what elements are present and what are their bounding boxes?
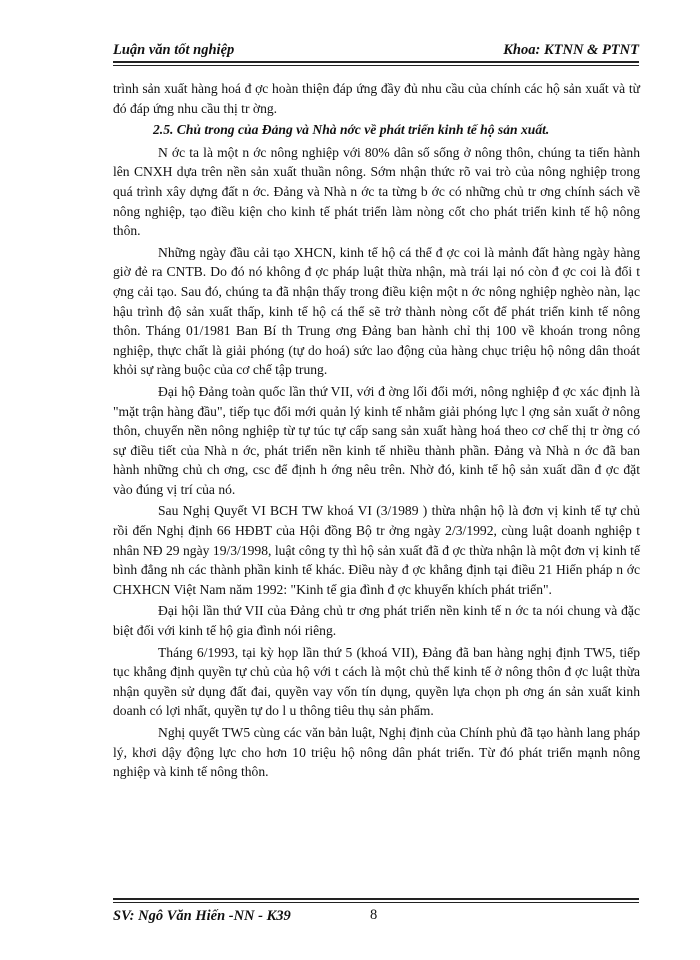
paragraph: Tháng 6/1993, tại kỳ họp lần thứ 5 (khoá VII), Đảng đã ban hàng nghị định TW5, tiếp tục khẳng định quyền tự chủ của hộ với t cách là một chủ thể kinh tế ở nông thôn đ ợc luật thừa nhận quyền sử dụng đất đai, quyền vay vốn tín dụng, quyền lựa chọn ph ơng án sản xuất kinh doanh có lợi nhất, quyền tự do l u thông tiêu thụ sản phẩm.	[113, 644, 640, 719]
paragraph: Những ngày đầu cải tạo XHCN, kinh tế hộ cá thể đ ợc coi là mảnh đất hàng ngày hàng giờ đẻ ra CNTB. Do đó nó không đ ợc pháp luật thừa nhận, mà trái lại nó còn đ ợc coi là đối t ợng cải tạo. Sau đó, chúng ta đã nhận thấy trong điều kiện một n ớc nông nghiệp nghèo nàn, lạc hậu trình độ sản xuất thấp, kinh tế hộ cá thể sẽ trở thành nòng cốt để phát triển kinh tế nông thôn. Tháng 01/1981 Ban Bí th Trung ơng Đảng ban hành chỉ thị 100 về khoán trong nông nghiệp, thực chất là giải phóng (tự do hoá) sức lao động của hàng chục triệu hộ nông dân thoát khỏi sự ràng buộc của cơ chế tập trung.	[113, 244, 640, 378]
paragraph: Sau Nghị Quyết VI BCH TW khoá VI (3/1989 ) thừa nhận hộ là đơn vị kinh tế tự chủ rồi đến Nghị định 66 HĐBT của Hội đồng Bộ tr ởng ngày 2/3/1992, cùng luật doanh nghiệp t nhân NĐ 29 ngày 19/3/1998, luật công ty thì hộ sản xuất đã đ ợc thừa nhận là một đơn vị kinh tế bình đẳng nh các thành phần kinh tế khác. Điều này đ ợc khẳng định tại điều 21 Hiến pháp n ớc CHXHCN Việt Nam năm 1992: "Kinh tế gia đình đ ợc khuyến khích phát triển".	[113, 503, 640, 597]
header-faculty-label: Khoa: KTNN & PTNT	[503, 42, 639, 58]
paragraph: N ớc ta là một n ớc nông nghiệp với 80% dân số sống ở nông thôn, chúng ta tiến hành lên CNXH dựa trên nền sản xuất thuần nông. Sớm nhận thức rõ vai trò của nông nghiệp trong quá trình xây dựng đất n ớc. Đảng và Nhà n ớc ta từng b ớc có những chủ tr ơng chính sách về nông nghiệp, tạo điều kiện cho kinh tế phát triển làm nòng cốt cho phát triển kinh tế hộ nông thôn.	[113, 144, 640, 239]
header-rule	[113, 61, 639, 63]
footer-rule-thin	[113, 902, 639, 903]
header-thesis-label: Luận văn tốt nghiệp	[113, 42, 235, 58]
section-heading: 2.5. Chủ trong của Đảng và Nhà nớc về phát triển kinh tế hộ sản xuất.	[153, 122, 550, 138]
paragraph: Đại hộ Đảng toàn quốc lần thứ VII, với đ ờng lối đổi mới, nông nghiệp đ ợc xác định là "mặt trận hàng đầu", tiếp tục đổi mới quản lý kinh tế nhằm giải phóng lực l ợng sản xuất ở nông thôn, chuyển nền nông nghiệp từ tự túc tự cấp sang sản xuất hàng hoá theo cơ chế thị tr ờng có sự điều tiết của Nhà n ớc, phát triển nền kinh tế nhiều thành phần. Đảng và Nhà n ớc đã ban hành những chủ ch ơng, csc để định h ớng nêu trên. Nhờ đó, kinh tế hộ sản xuất dần đ ợc đặt vào đúng vị trí của nó.	[113, 383, 640, 497]
paragraph-continuation: trình sản xuất hàng hoá đ ợc hoàn thiện đáp ứng đầy đủ nhu cầu của chính các hộ sản xuất và từ đó đáp ứng nhu cầu thị tr ờng.	[113, 81, 640, 116]
header-rule-thin	[113, 65, 639, 66]
footer-rule	[113, 898, 639, 900]
paragraph: Nghị quyết TW5 cùng các văn bản luật, Nghị định của Chính phủ đã tạo hành lang pháp lý, khơi dậy động lực cho hơn 10 triệu hộ nông dân phát triển. Từ đó phát triển mạnh nông nghiệp và kinh tế nông thôn.	[113, 725, 640, 780]
page-number: 8	[370, 907, 378, 923]
footer-author: SV: Ngô Văn Hiến -NN - K39	[113, 908, 291, 924]
document-body	[113, 79, 640, 784]
paragraph: Đại hội lần thứ VII của Đảng chủ tr ơng phát triển nền kinh tế n ớc ta nói chung và đặc biệt đối với kinh tế hộ gia đình nói riêng.	[113, 603, 640, 639]
